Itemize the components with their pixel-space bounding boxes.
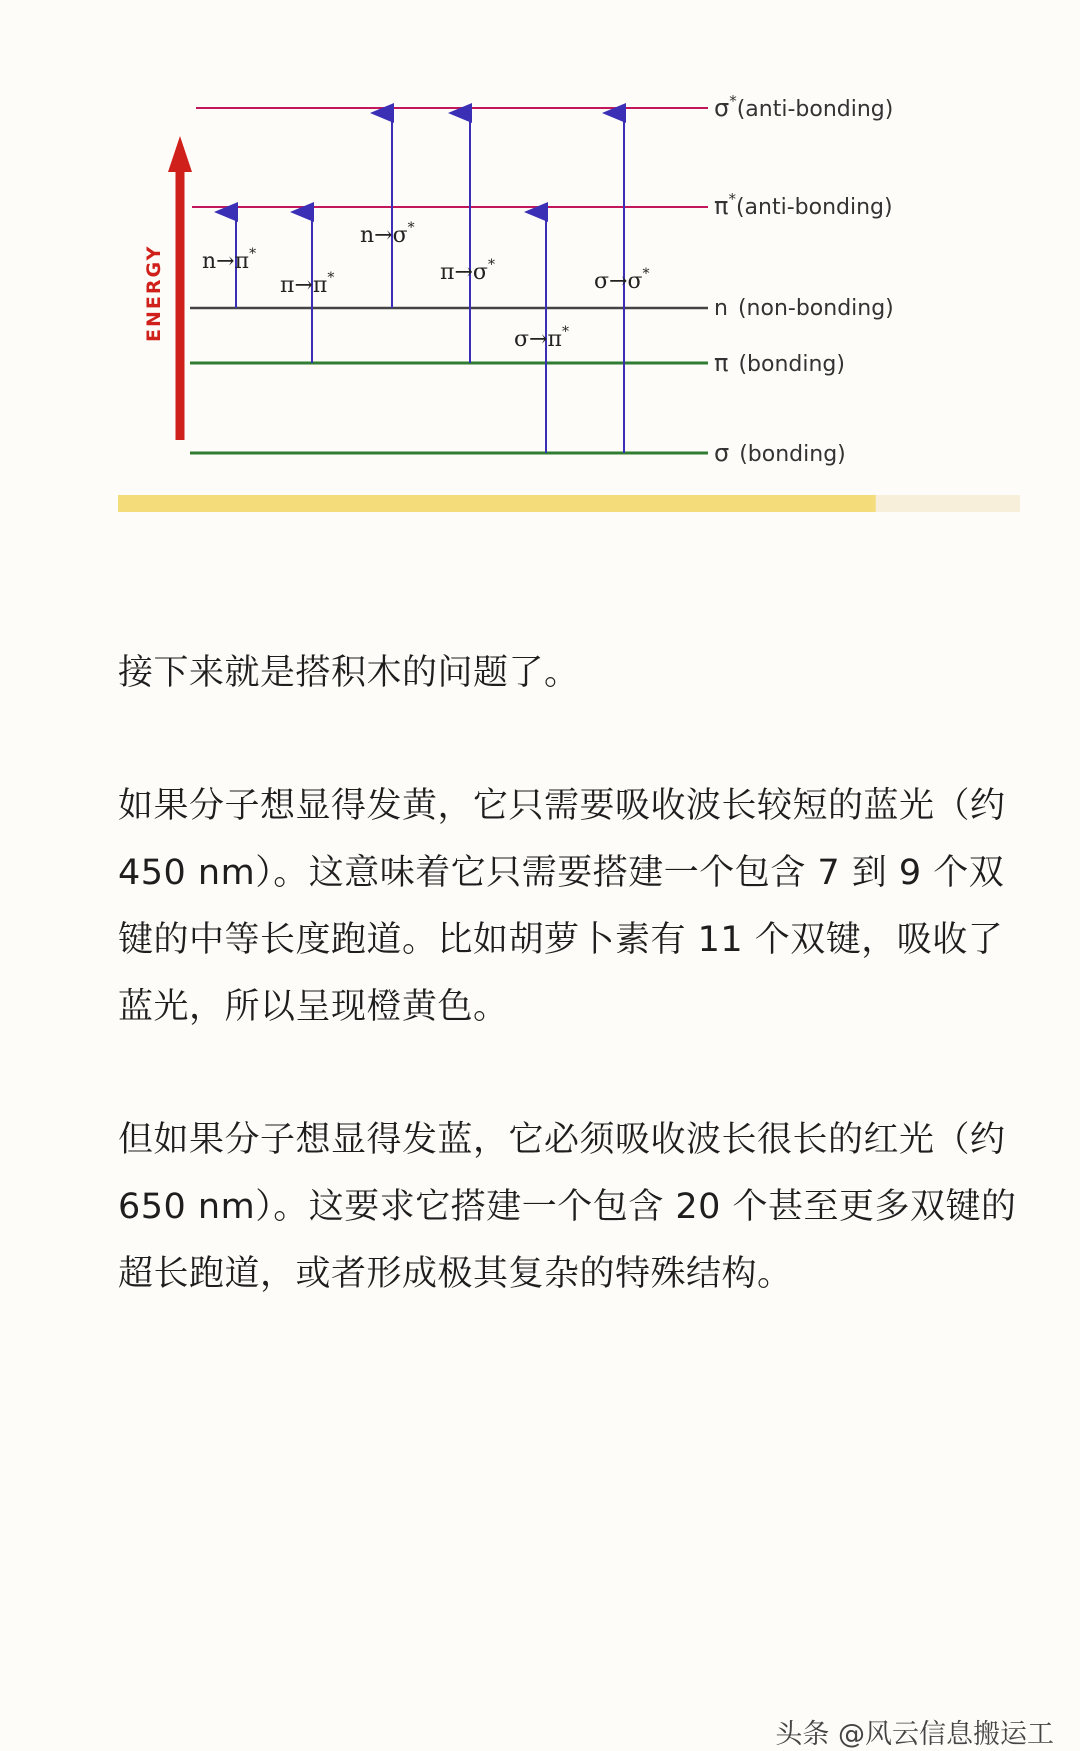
- transition-to: σ: [472, 260, 488, 285]
- arrow-glyph: →: [294, 273, 313, 298]
- transition-sup: *: [249, 246, 257, 262]
- svg-text:π*(anti-bonding): [714, 190, 893, 220]
- level-label-n: [714, 296, 894, 321]
- transition-from: n: [360, 223, 375, 248]
- svg-text:n→σ*: [360, 220, 415, 248]
- arrow-glyph: →: [529, 327, 548, 352]
- level-text: (non-bonding): [737, 296, 894, 321]
- energy-arrow-head: [168, 136, 192, 172]
- level-label-sigma: [714, 439, 846, 467]
- transition-sup: *: [487, 257, 495, 273]
- svg-text:σ→σ*: [594, 266, 650, 294]
- level-sup: *: [728, 190, 736, 208]
- svg-text:σ(bonding): [714, 439, 846, 467]
- arrow-glyph: →: [609, 269, 628, 294]
- svg-text:σ→π*: [514, 324, 569, 352]
- level-text: (bonding): [739, 442, 846, 467]
- transition-label-pi-pi-star: [280, 270, 334, 298]
- transition-sup: *: [561, 324, 569, 340]
- level-label-pi: [714, 349, 845, 377]
- level-sup: *: [729, 92, 737, 110]
- transition-from: π: [440, 260, 455, 285]
- transition-label-n-pi-star: [202, 246, 256, 274]
- level-symbol: π: [714, 349, 729, 377]
- level-symbol: σ: [714, 94, 730, 122]
- level-text: (anti-bonding): [735, 195, 893, 220]
- watermark: 头条 @风云信息搬运工: [775, 1719, 1054, 1750]
- svg-text:π→π*: [280, 270, 334, 298]
- transition-to: π: [312, 273, 328, 298]
- arrow-glyph: →: [374, 223, 393, 248]
- paragraph-yellow: 如果分子想显得发黄，它只需要吸收波长较短的蓝光（约 450 nm）。这意味着它只需要搭建一个包含 7 到 9 个双键的中等长度跑道。比如胡萝卜素有 11 个双键，吸收了蓝光，所以呈现橙黄色。: [118, 786, 1006, 1027]
- transition-from: σ: [514, 327, 530, 352]
- transition-label-n-sigma-star: [360, 220, 415, 248]
- diagram-svg: [118, 60, 1020, 550]
- arrow-glyph: →: [216, 249, 235, 274]
- svg-text:n→π*: [202, 246, 256, 274]
- level-text: (anti-bonding): [736, 97, 894, 122]
- transition-sup: *: [642, 266, 650, 282]
- level-label-sigma-star: [714, 92, 893, 122]
- paragraph-intro: 接下来就是搭积木的问题了。: [118, 653, 580, 693]
- energy-level-diagram: [118, 60, 1020, 550]
- transition-from: n: [202, 249, 217, 274]
- transition-from: π: [280, 273, 295, 298]
- svg-text:π(bonding): [714, 349, 845, 377]
- transition-to: σ: [392, 223, 408, 248]
- transition-to: π: [234, 249, 250, 274]
- transition-sup: *: [327, 270, 335, 286]
- svg-text:π→σ*: [440, 257, 495, 285]
- transition-to: σ: [627, 269, 643, 294]
- article-body: [118, 640, 1023, 1374]
- transition-sup: *: [407, 220, 415, 236]
- transition-to: π: [547, 327, 562, 352]
- svg-text:n(non-bonding): [714, 296, 894, 321]
- transition-from: σ: [594, 269, 610, 294]
- level-symbol: n: [714, 296, 728, 321]
- level-symbol: π: [714, 192, 729, 220]
- transition-label-sigma-pi-star: [514, 324, 569, 352]
- progress-fill: [118, 495, 876, 512]
- level-symbol: σ: [714, 439, 730, 467]
- svg-text:σ*(anti-bonding): [714, 92, 893, 122]
- energy-label: ENERGY: [143, 244, 165, 342]
- transition-label-pi-sigma-star: [440, 257, 495, 285]
- paragraph-blue: 但如果分子想显得发蓝，它必须吸收波长很长的红光（约 650 nm）。这要求它搭建一个包含 20 个甚至更多双键的超长跑道，或者形成极其复杂的特殊结构。: [118, 1120, 1017, 1294]
- level-text: (bonding): [738, 352, 845, 377]
- transition-label-sigma-sigma-star: [594, 266, 650, 294]
- arrow-glyph: →: [454, 260, 473, 285]
- level-label-pi-star: [714, 190, 893, 220]
